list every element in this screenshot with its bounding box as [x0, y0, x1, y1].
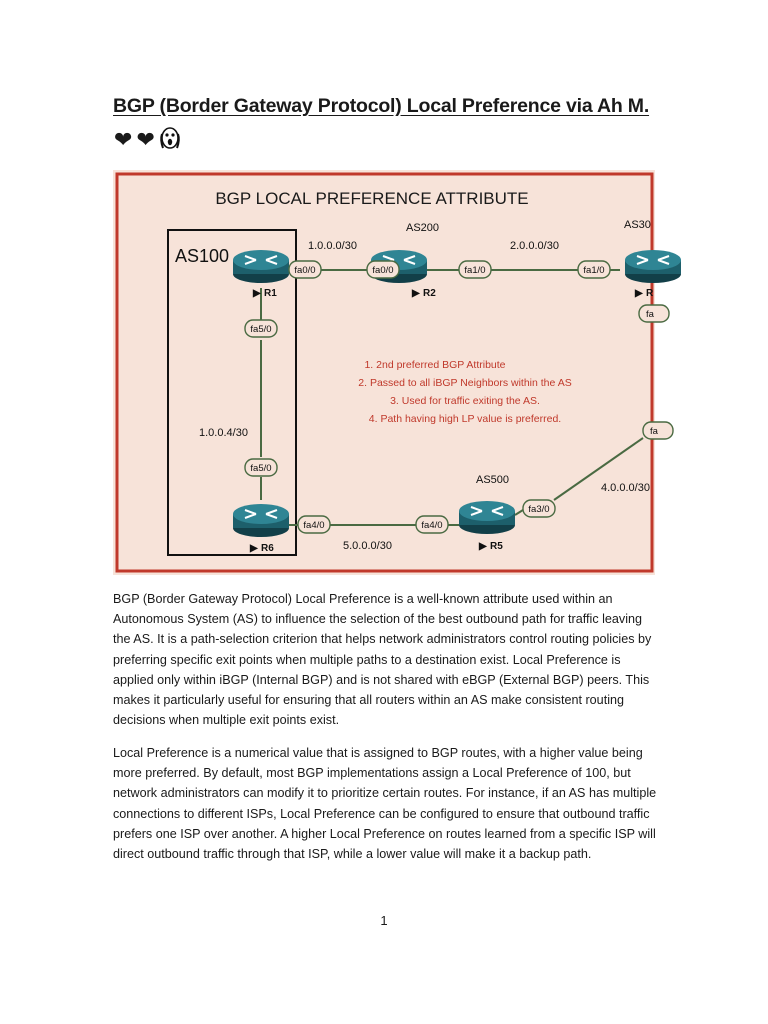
note-1: 1. 2nd preferred BGP Attribute [364, 359, 506, 371]
network-2-label: 2.0.0.0/30 [510, 240, 559, 252]
heart-icon: ❤ [136, 128, 155, 153]
r3-fa10-label: fa1/0 [583, 265, 605, 276]
page-number: 1 [380, 913, 388, 928]
r1-fa50-label: fa5/0 [250, 324, 272, 335]
router-r1-icon [233, 250, 289, 283]
router-r3-play-icon: ▶ [635, 288, 643, 299]
diagram-title: BGP LOCAL PREFERENCE ATTRIBUTE [215, 189, 529, 208]
router-r5-play-icon: ▶ [479, 541, 487, 552]
r1-fa00-label: fa0/0 [294, 265, 316, 276]
as200-label: AS200 [406, 222, 440, 234]
router-r6-play-icon: ▶ [250, 543, 258, 554]
network-1-label: 1.0.0.0/30 [308, 240, 357, 252]
as300-label: AS30 [624, 219, 651, 231]
router-r3-icon [625, 250, 681, 283]
as100-label: AS100 [175, 246, 230, 266]
r5-fa30-label: fa3/0 [528, 504, 550, 515]
r2-fa10-label: fa1/0 [464, 265, 486, 276]
r3-fa-clipped-label: fa [646, 309, 654, 320]
network-3-label: 1.0.0.4/30 [199, 427, 248, 439]
network-5-label: 5.0.0.0/30 [343, 540, 392, 552]
r2-fa00-label: fa0/0 [372, 265, 394, 276]
r4-fa-clipped-label: fa [650, 426, 658, 437]
note-3: 3. Used for traffic exiting the AS. [390, 395, 540, 407]
note-4: 4. Path having high LP value is preferred. [368, 413, 562, 425]
network-diagram [113, 170, 658, 575]
router-r5-label: R5 [490, 541, 503, 552]
paragraph-1: BGP (Border Gateway Protocol) Local Preference is a well-known attribute used within an Autonomous System (AS) to influence the selection of the best outbound path for traffic leaving the AS. It is a path-selection criterion that helps network administrators control routing policies by preferring specific exit points when multiple paths to a destination exist. Local Preference is applied only within iBGP (Internal BGP) and is not shared with eBGP (External BGP) peers. This makes it particularly useful for ensuring that all routers within an AS make consistent routing decisions when multiple exit points exist. [113, 592, 652, 728]
router-r1-play-icon: ▶ [253, 288, 261, 299]
emoji-row [114, 126, 185, 154]
r5-fa40-label: fa4/0 [421, 520, 443, 531]
r6-fa50-label: fa5/0 [250, 463, 272, 474]
note-2: 2. Passed to all iBGP Neighbors within the AS [358, 377, 572, 389]
screaming-face-icon [159, 126, 181, 154]
router-r3-label: R [646, 288, 654, 299]
paragraph-2: Local Preference is a numerical value that is assigned to BGP routes, with a higher value being more preferred. By default, most BGP implementations assign a Local Preference of 100, but network administrators can modify it to prioritize certain routes. For instance, if an AS has multiple connections to different ISPs, Local Preference can be configured to ensure that outbound traffic prefers one ISP over another. A higher Local Preference on routes learned from a specific ISP will direct outbound traffic through that ISP, while a lower value will make it a backup path. [113, 746, 657, 862]
router-r6-label: R6 [261, 543, 274, 554]
diagram-frame [117, 174, 652, 571]
r6-fa40-label: fa4/0 [303, 520, 325, 531]
as500-label: AS500 [476, 474, 510, 486]
router-r6-icon [233, 504, 289, 537]
router-r2-label: R2 [423, 288, 436, 299]
heart-icon: ❤ [114, 128, 133, 153]
router-r2-play-icon: ▶ [412, 288, 420, 299]
router-r5-icon [459, 501, 515, 534]
network-4-label: 4.0.0.0/30 [601, 482, 650, 494]
document-title: BGP (Border Gateway Protocol) Local Preference via Ah M. [113, 95, 650, 117]
router-r1-label: R1 [264, 288, 277, 299]
